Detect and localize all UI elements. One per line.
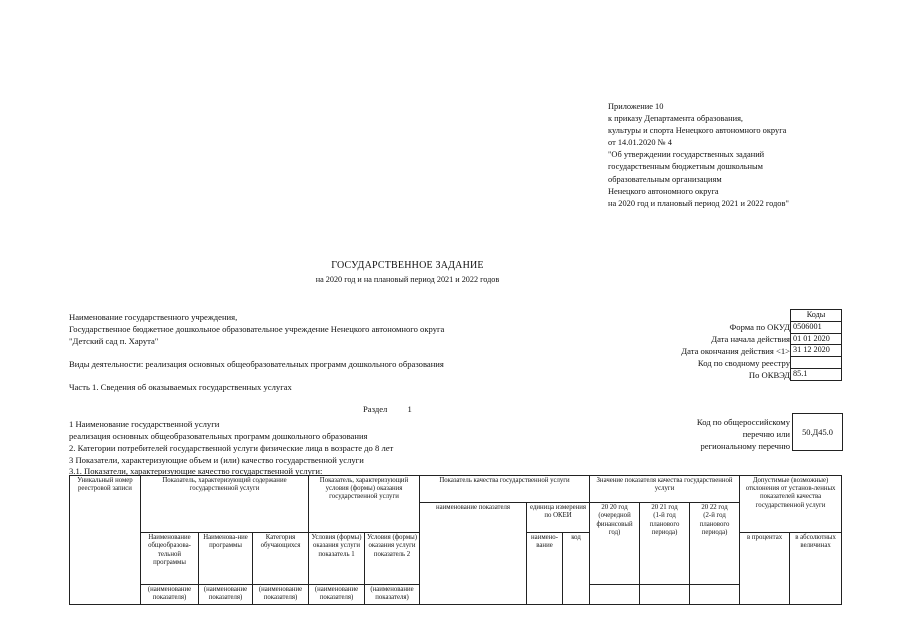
registry-label: Код по сводному реестру [697, 358, 790, 368]
unit-name-header: наимено-вание [527, 533, 563, 604]
appendix-line: "Об утверждении государственных заданий [608, 150, 765, 160]
codes-box [790, 309, 842, 381]
basic-list-code: 50.Д45.0 [792, 413, 843, 451]
student-category-header: Категория обучающихся [253, 533, 309, 585]
okud-label: Форма по ОКУД [729, 322, 790, 332]
content-spacer [141, 503, 309, 533]
quality-header: Показатель качества государственной услуги [420, 476, 590, 503]
year-2-header [640, 503, 690, 585]
deviation-header: Допустимые (возможные) отклонения от установ-ленных показателей качества государственной услуги [740, 476, 842, 533]
end-date-label: Дата окончания действия <1> [681, 346, 790, 356]
okud-code: 0506001 [791, 322, 841, 334]
section-label: Раздел [363, 404, 388, 414]
year-2-caption: (1-й год планового периода) [649, 512, 680, 536]
content-header: Показатель, характеризующий содержание государственной услуги [141, 476, 309, 503]
condition-2-header: Условия (формы) оказания услуги показатель 2 [365, 533, 420, 585]
quality-table [69, 475, 842, 605]
indicator-caption: (наименование показателя) [141, 585, 199, 604]
service-name-label: 1 Наименование государственной услуги [69, 419, 220, 429]
start-date: 01 01 2020 [791, 334, 841, 346]
section-heading [363, 404, 412, 414]
year-1-header [590, 503, 640, 585]
condition-1-header: Условия (формы) оказания услуги показатель 1 [309, 533, 365, 585]
absolute-header: в абсолютных величинах [790, 533, 842, 604]
institution-name-2: "Детский сад п. Харута" [69, 336, 159, 346]
unique-number-header: Уникальный номер реестровой записи [70, 476, 141, 605]
start-date-label: Дата начала действия [711, 334, 790, 344]
year-1-value: 20 20 год [601, 504, 628, 512]
year-1-caption: (очередной финансовый год) [596, 512, 633, 536]
document-title: ГОСУДАРСТВЕННОЕ ЗАДАНИЕ [331, 260, 484, 271]
appendix-line: Приложение 10 [608, 102, 664, 111]
appendix-note [608, 101, 789, 210]
appendix-line: государственным бюджетным дошкольным [608, 162, 763, 172]
year-3-cell [690, 585, 740, 604]
appendix-line: культуры и спорта Ненецкого автономного округа [608, 126, 787, 136]
end-date: 31 12 2020 [791, 345, 841, 357]
year-3-header [690, 503, 740, 585]
basic-list-label-3: региональному перечню [700, 441, 790, 451]
document-subtitle: на 2020 год и на плановый период 2021 и 2022 годов [315, 275, 500, 284]
appendix-line: Ненецкого автономного округа [608, 186, 719, 196]
consumer-category: 2. Категории потребителей государственной услуги физические лица в возрасте до 8 лет [69, 443, 394, 453]
basic-list-label-2: перечню или [742, 429, 790, 439]
value-header: Значение показателя качества государственной услуги [590, 476, 740, 503]
appendix-line: образовательным организациям [608, 174, 722, 184]
institution-label: Наименование государственного учреждения, [69, 312, 238, 322]
conditions-spacer [309, 503, 420, 533]
activity-type: Виды деятельности: реализация основных общеобразовательных программ дошкольного образования [69, 359, 444, 369]
service-name: реализация основных общеобразовательных программ дошкольного образования [69, 431, 368, 441]
year-1-cell [590, 585, 640, 604]
part-heading: Часть 1. Сведения об оказываемых государственных услугах [69, 382, 292, 392]
basic-list-label: Код по общероссийскому [696, 417, 790, 427]
program-type-header: Наименование общеобразова-тельной программы [141, 533, 199, 585]
institution-name: Государственное бюджетное дошкольное образовательное учреждение Ненецкого автономного округа [69, 324, 445, 334]
indicator-name-header: наименование показателя [420, 503, 527, 604]
conditions-header: Показатель, характеризующий условия (формы) оказания государственной услуги [309, 476, 420, 503]
okved-code: 85.1 [791, 369, 841, 381]
percent-header: в процентах [740, 533, 790, 604]
year-3-value: 20 22 год [701, 504, 728, 512]
indicators-heading: 3 Показатели, характеризующие объем и (или) качество государственной услуги [69, 455, 364, 465]
year-2-cell [640, 585, 690, 604]
section-number: 1 [407, 404, 412, 414]
quality-indicators-heading: 3.1. Показатели, характеризующие качество государственной услуги: [69, 466, 323, 476]
indicator-caption: (наименование показателя) [199, 585, 253, 604]
appendix-line: к приказу Департамента образования, [608, 114, 744, 124]
unit-header: единица измерения по ОКЕИ [527, 503, 590, 533]
appendix-line: от 14.01.2020 № 4 [608, 138, 672, 148]
okved-label: По ОКВЭД [748, 370, 790, 380]
indicator-caption: (наименование показателя) [253, 585, 309, 604]
unit-code-header: код [563, 533, 590, 604]
appendix-line: на 2020 год и плановый период 2021 и 2022 годов" [608, 198, 789, 208]
year-2-value: 20 21 год [651, 504, 678, 512]
year-3-caption: (2-й год планового периода) [699, 512, 730, 536]
indicator-caption: (наименование показателя) [365, 585, 420, 604]
program-name-header: Наименова-ние программы [199, 533, 253, 585]
registry-code [791, 357, 841, 369]
codes-header: Коды [791, 310, 841, 322]
indicator-caption: (наименование показателя) [309, 585, 365, 604]
